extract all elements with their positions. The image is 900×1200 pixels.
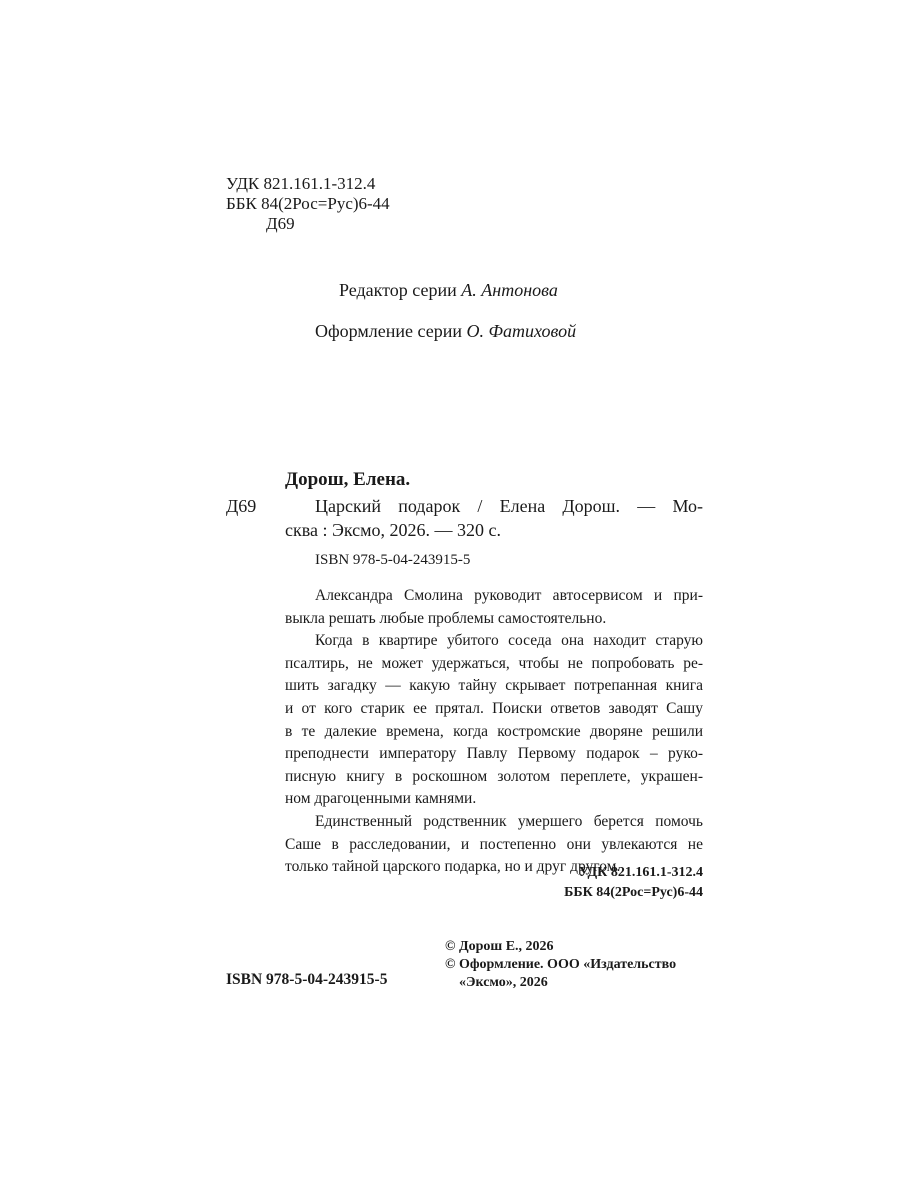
- series-editor-credit: [339, 279, 558, 301]
- series-design-label: Оформление серии: [315, 321, 462, 341]
- annotation-line: шить загадку — какую тайну скрывает потрепанная книга: [285, 677, 703, 695]
- bib-line-2: сква : Эксмо, 2026. — 320 с.: [285, 520, 502, 540]
- copyright-block: [445, 938, 676, 992]
- series-design-credit: [315, 320, 576, 342]
- annotation-line: Александра Смолина руководит автосервисом и при-: [315, 587, 703, 604]
- annotation-line: преподнести императору Павлу Первому подарок – руко-: [285, 745, 703, 763]
- bib-line-1: Царский подарок / Елена Дорош. — Мо-: [315, 496, 703, 516]
- udk-code: УДК 821.161.1-312.4: [226, 174, 376, 193]
- author-mark-left: Д69: [226, 496, 257, 516]
- series-editor-name: А. Антонова: [461, 280, 558, 300]
- annotation-line: Единственный родственник умершего берется помочь: [315, 812, 703, 830]
- annotation-line: в те далекие времена, когда костромские дворяне решили: [285, 722, 703, 740]
- annotation-line: ном драгоценными камнями.: [285, 790, 477, 808]
- series-editor-label: Редактор серии: [339, 280, 457, 300]
- annotation-line: выкла решать любые проблемы самостоятельно.: [285, 609, 607, 627]
- bbk-code: ББК 84(2Рос=Рус)6-44: [226, 194, 390, 213]
- bbk-code-bold: ББК 84(2Рос=Рус)6-44: [564, 885, 703, 900]
- copyright-design: © Оформление. ООО «Издательство: [445, 957, 677, 972]
- udk-code-bold: УДК 821.161.1-312.4: [578, 865, 703, 880]
- series-design-name: О. Фатиховой: [466, 321, 577, 341]
- annotation-line: только тайной царского подарка, но и друг другом.: [285, 858, 621, 876]
- annotation-line: Саше в расследовании, и постепенно они увлекаются не: [285, 835, 703, 853]
- annotation: [285, 585, 703, 879]
- author-heading: Дорош, Елена.: [285, 469, 411, 490]
- annotation-line: писную книгу в роскошном золотом переплете, украшен-: [285, 767, 703, 785]
- copyright-author: © Дорош Е., 2026: [445, 939, 554, 954]
- annotation-line: и от кого старик ее прятал. Поиски ответов заводят Сашу: [285, 699, 703, 717]
- annotation-line: псалтирь, не может удержаться, чтобы не попробовать ре-: [285, 654, 703, 672]
- author-mark: Д69: [266, 214, 295, 233]
- copyright-design-continued: «Эксмо», 2026: [459, 975, 548, 990]
- top-classification-codes: [226, 174, 390, 234]
- annotation-line: Когда в квартире убитого соседа она находит старую: [315, 632, 703, 650]
- isbn-bottom: ISBN 978-5-04-243915-5: [226, 971, 388, 988]
- classification-codes: [564, 863, 703, 903]
- bibliographic-description: [285, 494, 703, 542]
- isbn-record: ISBN 978-5-04-243915-5: [315, 552, 471, 568]
